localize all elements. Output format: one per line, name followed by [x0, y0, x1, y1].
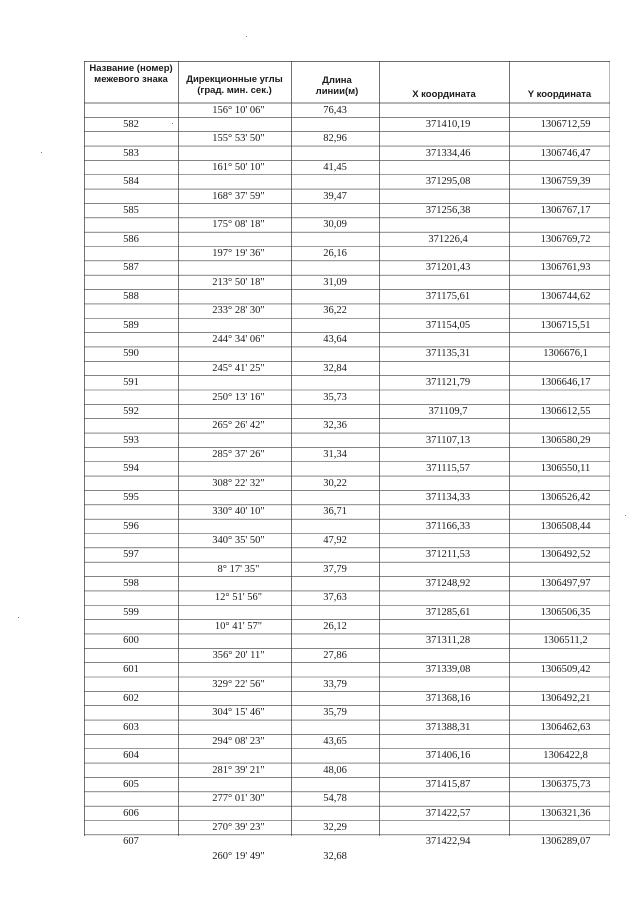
direction-angle-cell: 285° 37' 26" — [212, 448, 265, 460]
y-coordinate-cell: 1306676,1 — [543, 348, 588, 360]
x-coordinate-cell: 371226,4 — [428, 233, 468, 245]
header-point-name — [84, 63, 178, 85]
x-coordinate-cell: 371410,19 — [425, 118, 471, 130]
point-name-cell: 596 — [123, 520, 139, 532]
line-length-cell: 37,79 — [323, 563, 347, 575]
header-line-length-text: Длина линии(м) — [315, 75, 359, 97]
point-name-cell: 599 — [123, 606, 139, 618]
direction-angle-cell: 270° 39' 23" — [212, 822, 265, 833]
header-x-coordinate — [379, 89, 509, 100]
direction-angle-cell: 8° 17' 35" — [217, 563, 260, 575]
y-coordinate-cell: 1306508,44 — [540, 520, 591, 532]
point-name-cell: 585 — [123, 204, 139, 216]
direction-angle-cell: 175° 08' 18" — [212, 219, 265, 231]
line-length-cell: 30,09 — [323, 219, 347, 231]
y-coordinate-cell: 1306612,55 — [540, 405, 591, 417]
scan-speck — [246, 36, 247, 37]
x-coordinate-cell: 371201,43 — [425, 262, 471, 274]
scan-speck — [172, 123, 173, 124]
x-coordinate-cell: 371154,05 — [425, 319, 471, 331]
line-length-cell: 31,09 — [323, 276, 347, 288]
point-name-cell: 582 — [123, 118, 139, 130]
direction-angle-cell: 294° 08' 23" — [212, 735, 265, 747]
x-coordinate-cell: 371135,31 — [425, 348, 471, 360]
line-length-cell: 31,34 — [323, 448, 347, 460]
direction-angle-cell: 277° 01' 30" — [212, 793, 265, 805]
direction-angle-cell: 260° 19' 49" — [212, 850, 265, 862]
point-name-cell: 606 — [123, 807, 139, 819]
line-length-cell: 41,45 — [323, 161, 347, 173]
x-coordinate-cell: 371406,16 — [425, 750, 471, 762]
point-name-cell: 594 — [123, 463, 139, 475]
line-length-cell: 32,84 — [323, 362, 347, 374]
y-coordinate-cell: 1306767,17 — [540, 204, 591, 216]
direction-angle-cell: 245° 41' 25" — [212, 362, 265, 374]
point-name-cell: 597 — [123, 549, 139, 561]
x-coordinate-cell: 371134,33 — [425, 491, 471, 503]
point-name-cell: 605 — [123, 778, 139, 790]
x-coordinate-cell: 371368,16 — [425, 692, 471, 704]
x-coordinate-cell: 371311,28 — [425, 635, 471, 647]
direction-angle-cell: 156° 10' 06" — [212, 104, 265, 116]
point-name-cell: 607 — [123, 836, 139, 848]
y-coordinate-cell: 1306526,42 — [540, 491, 591, 503]
line-length-cell: 47,92 — [323, 535, 347, 546]
x-coordinate-cell: 371109,7 — [428, 405, 468, 417]
scan-speck — [18, 617, 19, 618]
direction-angle-cell: 161° 50' 10" — [212, 161, 265, 173]
y-coordinate-cell: 1306321,36 — [540, 807, 591, 819]
y-coordinate-cell: 1306744,62 — [540, 291, 591, 303]
x-coordinate-cell: 371295,08 — [425, 176, 471, 188]
line-length-cell: 36,71 — [323, 506, 347, 518]
y-coordinate-cell: 1306422,8 — [543, 750, 588, 762]
x-coordinate-cell: 371285,61 — [425, 606, 471, 618]
y-coordinate-cell: 1306289,07 — [540, 836, 591, 848]
x-coordinate-cell: 371339,08 — [425, 664, 471, 676]
line-length-cell: 54,78 — [323, 793, 347, 805]
y-coordinate-cell: 1306506,35 — [540, 606, 591, 618]
direction-angle-cell: 244° 34' 06" — [212, 334, 265, 346]
line-length-cell: 43,64 — [323, 334, 347, 346]
y-coordinate-cell: 1306715,51 — [540, 319, 591, 331]
x-coordinate-cell: 371211,53 — [425, 549, 471, 561]
header-direction-angle — [178, 74, 291, 96]
y-coordinate-cell: 1306769,72 — [540, 233, 591, 245]
direction-angle-cell: 12° 51' 56" — [214, 592, 263, 604]
x-coordinate-cell: 371121,79 — [425, 377, 471, 389]
header-point-name-text: Название (номер) межевого знака — [89, 63, 173, 85]
line-length-cell: 33,79 — [323, 678, 347, 690]
point-name-cell: 586 — [123, 233, 139, 245]
line-length-cell: 26,16 — [323, 248, 347, 259]
y-coordinate-cell: 1306492,21 — [540, 692, 591, 704]
line-length-cell: 32,68 — [323, 850, 347, 862]
y-coordinate-cell: 1306759,39 — [540, 176, 591, 188]
line-length-cell: 35,73 — [323, 391, 347, 403]
line-length-cell: 37,63 — [323, 592, 347, 604]
y-coordinate-cell: 1306497,97 — [540, 578, 591, 590]
direction-angle-cell: 10° 41' 57" — [214, 621, 263, 633]
direction-angle-cell: 168° 37' 59" — [212, 190, 265, 202]
point-name-cell: 590 — [123, 348, 139, 360]
x-coordinate-cell: 371422,57 — [425, 807, 471, 819]
line-length-cell: 36,22 — [323, 305, 347, 317]
line-length-cell: 39,47 — [323, 190, 347, 202]
point-name-cell: 595 — [123, 491, 139, 503]
direction-angle-cell: 281° 39' 21" — [212, 764, 265, 776]
line-length-cell: 27,86 — [323, 649, 347, 661]
point-name-cell: 587 — [123, 262, 139, 274]
line-length-cell: 30,22 — [323, 477, 347, 489]
header-line-length — [304, 75, 370, 97]
point-name-cell: 604 — [123, 750, 139, 762]
header-x-coordinate-text: X координата — [412, 89, 476, 100]
point-name-cell: 589 — [123, 319, 139, 331]
y-coordinate-cell: 1306462,63 — [540, 721, 591, 733]
y-coordinate-cell: 1306375,73 — [540, 778, 591, 790]
y-coordinate-cell: 1306580,29 — [540, 434, 591, 446]
header-y-coordinate-text: Y координата — [527, 89, 592, 100]
x-coordinate-cell: 371115,57 — [426, 463, 470, 475]
direction-angle-cell: 250° 13' 16" — [212, 391, 265, 403]
x-coordinate-cell: 371415,87 — [425, 778, 471, 790]
point-name-cell: 592 — [123, 405, 139, 417]
x-coordinate-cell: 371334,46 — [425, 147, 471, 159]
y-coordinate-cell: 1306746,47 — [540, 147, 591, 159]
point-name-cell: 593 — [123, 434, 139, 446]
x-coordinate-cell: 371175,61 — [425, 291, 471, 303]
y-coordinate-cell: 1306511,2 — [543, 635, 588, 647]
point-name-cell: 600 — [123, 635, 139, 647]
y-coordinate-cell: 1306492,52 — [540, 549, 591, 561]
scan-speck — [41, 152, 42, 153]
line-length-cell: 32,36 — [323, 420, 347, 432]
point-name-cell: 601 — [123, 664, 139, 676]
direction-angle-cell: 330° 40' 10" — [212, 506, 265, 518]
line-length-cell: 35,79 — [323, 707, 347, 719]
direction-angle-cell: 304° 15' 46" — [212, 707, 265, 719]
direction-angle-cell: 197° 19' 36" — [212, 248, 265, 259]
point-name-cell: 583 — [123, 147, 139, 159]
x-coordinate-cell: 371256,38 — [425, 204, 471, 216]
x-coordinate-cell: 371166,33 — [425, 520, 471, 532]
point-name-cell: 603 — [123, 721, 139, 733]
direction-angle-cell: 356° 20' 11" — [212, 649, 265, 661]
x-coordinate-cell: 371422,94 — [425, 836, 471, 848]
point-name-cell: 602 — [123, 692, 139, 704]
line-length-cell: 48,06 — [323, 764, 347, 776]
header-y-coordinate — [509, 89, 610, 100]
y-coordinate-cell: 1306761,93 — [540, 262, 591, 274]
line-length-cell: 43,65 — [323, 735, 347, 747]
direction-angle-cell: 308° 22' 32" — [212, 477, 265, 489]
line-length-cell: 76,43 — [323, 104, 347, 116]
x-coordinate-cell: 371248,92 — [425, 578, 471, 590]
direction-angle-cell: 155° 53' 50" — [212, 133, 265, 145]
direction-angle-cell: 329° 22' 56" — [212, 678, 265, 690]
point-name-cell: 598 — [123, 578, 139, 590]
point-name-cell: 588 — [123, 291, 139, 303]
y-coordinate-cell: 1306712,59 — [540, 118, 591, 130]
line-length-cell: 32,29 — [323, 822, 347, 833]
point-name-cell: 591 — [123, 377, 139, 389]
line-length-cell: 82,96 — [323, 133, 347, 145]
header-direction-angle-text: Дирекционные углы (град. мин. сек.) — [186, 74, 283, 96]
y-coordinate-cell: 1306509,42 — [540, 664, 591, 676]
y-coordinate-cell: 1306550,11 — [540, 463, 591, 475]
direction-angle-cell: 213° 50' 18" — [212, 276, 265, 288]
direction-angle-cell: 340° 35' 50" — [212, 535, 265, 546]
point-name-cell: 584 — [123, 176, 139, 188]
direction-angle-cell: 233° 28' 30" — [212, 305, 265, 317]
direction-angle-cell: 265° 26' 42" — [212, 420, 265, 432]
coordinate-table — [84, 61, 610, 862]
x-coordinate-cell: 371107,13 — [425, 434, 471, 446]
line-length-cell: 26,12 — [323, 621, 347, 633]
scan-speck — [625, 515, 626, 516]
x-coordinate-cell: 371388,31 — [425, 721, 471, 733]
y-coordinate-cell: 1306646,17 — [540, 377, 591, 389]
